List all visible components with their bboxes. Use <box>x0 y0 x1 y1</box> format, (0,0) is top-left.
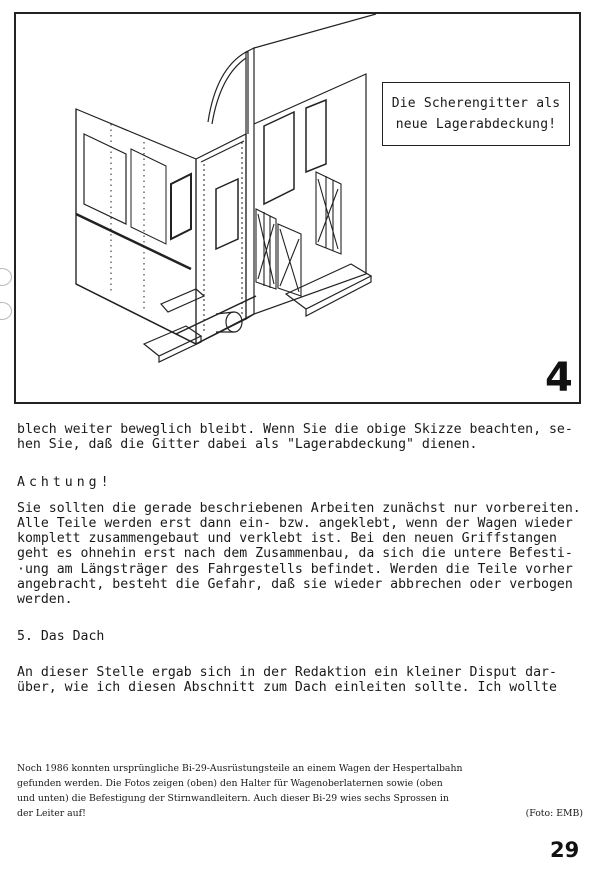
body-line: ·ung am Längsträger des Fahrgestells befindet. Werden die Teile vorher <box>17 562 573 577</box>
body-line: über, wie ich diesen Abschnitt zum Dach einleiten sollte. Ich wollte <box>17 680 557 695</box>
section-heading: 5. Das Dach <box>17 629 105 644</box>
photo-credit: (Foto: EMB) <box>525 808 583 819</box>
footnote-line: gefunden werden. Die Fotos zeigen (oben) den Halter für Wagenoberlaternen sowie (oben <box>17 778 443 789</box>
body-line: werden. <box>17 592 73 607</box>
footnote-line: der Leiter auf! <box>17 808 86 819</box>
body-line: blech weiter beweglich bleibt. Wenn Sie die obige Skizze beachten, se- <box>17 422 573 437</box>
photo-caption <box>17 761 583 821</box>
body-line: An dieser Stelle ergab sich in der Redaktion ein kleiner Disput dar- <box>17 665 557 680</box>
figure-caption-box <box>382 82 570 146</box>
caption-line: Die Scherengitter als <box>391 96 561 111</box>
punch-hole-mark <box>0 302 12 320</box>
body-line: komplett zusammengebaut und verklebt ist. Bei den neuen Griffstangen <box>17 531 557 546</box>
body-line: angebracht, besteht die Gefahr, daß sie wieder abbrechen oder verbogen <box>17 577 573 592</box>
footnote-line: Noch 1986 konnten ursprüngliche Bi-29-Ausrüstungsteile an einem Wagen der Hespertalbahn <box>17 763 463 774</box>
body-line: Alle Teile werden erst dann ein- bzw. angeklebt, wenn der Wagen wieder <box>17 516 573 531</box>
section-heading: Achtung! <box>17 475 113 490</box>
figure-frame <box>14 12 581 404</box>
footnote-line: und unten) die Befestigung der Stirnwandleitern. Auch dieser Bi-29 wies sechs Sprossen in <box>17 793 449 804</box>
page-number: 29 <box>550 838 580 862</box>
railcar-sketch <box>16 14 579 402</box>
footnote-last-row <box>17 806 583 821</box>
caption-line: neue Lagerabdeckung! <box>395 117 557 132</box>
body-line: Sie sollten die gerade beschriebenen Arbeiten zunächst nur vorbereiten. <box>17 501 581 516</box>
punch-hole-mark <box>0 268 12 286</box>
body-line: geht es ohnehin erst nach dem Zusammenbau, da sich die untere Befesti- <box>17 546 573 561</box>
figure-number: 4 <box>545 355 573 401</box>
body-line: hen Sie, daß die Gitter dabei als "Lagerabdeckung" dienen. <box>17 437 478 452</box>
